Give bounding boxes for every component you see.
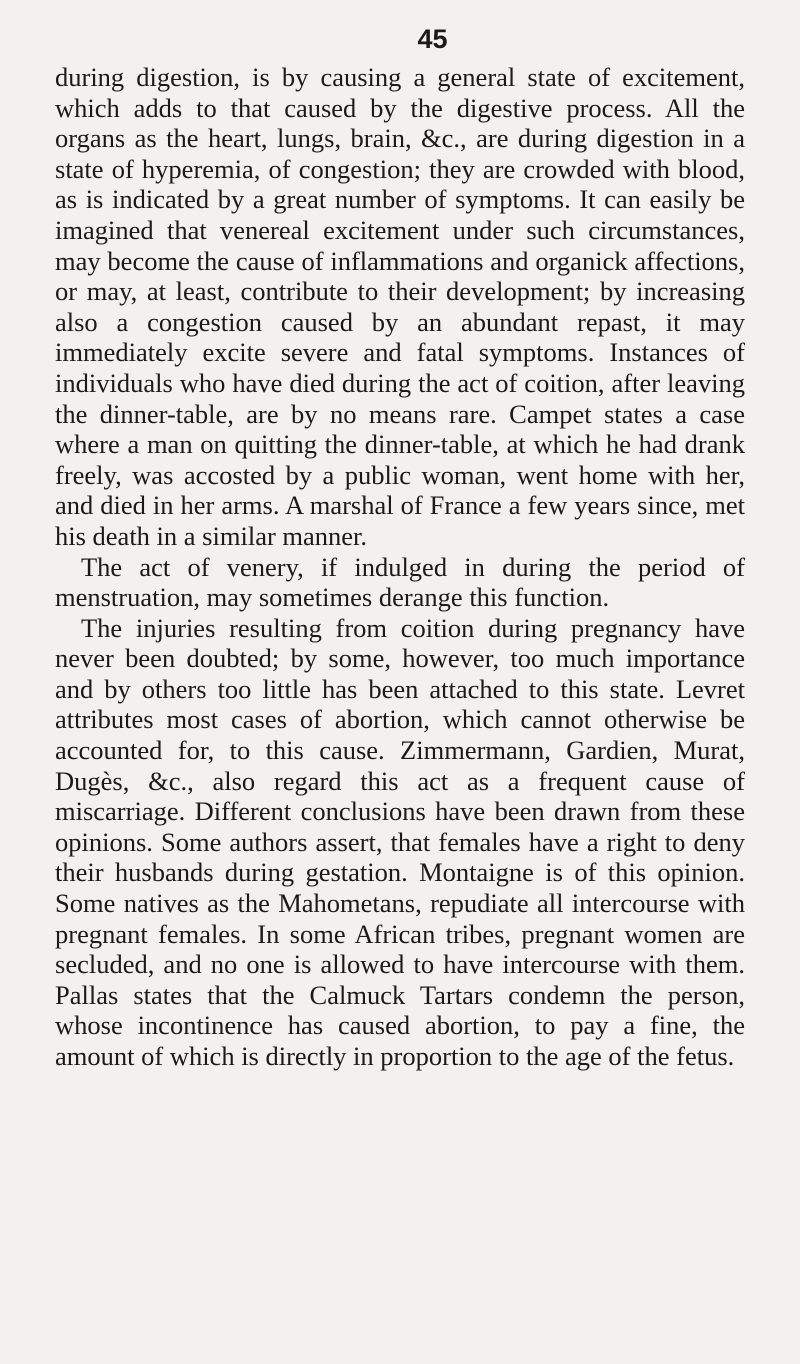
paragraph-menstruation: The act of venery, if indulged in during the period of menstruation, may sometimes derange this function.	[55, 551, 745, 613]
book-page	[55, 0, 745, 1072]
paragraph-pregnancy: The injuries resulting from coition during pregnancy have never been doubted; by some, however, too much importance and by others too little has been attached to this state. Levret attributes most cases of abortion, which cannot otherwise be accounted for, to this cause. Zimmermann, Gardien, Murat, Dugès, &c., also regard this act as a frequent cause of miscarriage. Different conclusions have been drawn from these opinions. Some authors assert, that females have a right to deny their husbands during gestation. Montaigne is of this opinion. Some natives as the Mahometans, repudiate all intercourse with pregnant females. In some African tribes, pregnant women are secluded, and no one is allowed to have intercourse with them. Pallas states that the Calmuck Tartars condemn the person, whose incontinence has caused abortion, to pay a fine, the amount of which is directly in proportion to the age of the fetus.	[55, 612, 745, 1071]
body-text	[55, 62, 745, 1072]
page-number: 45	[417, 24, 448, 54]
paragraph-digestion: during digestion, is by causing a general state of excitement, which adds to that caused by the digestive process. All the organs as the heart, lungs, brain, &c., are during digestion in a state of hyperemia, of congestion; they are crowded with blood, as is indicated by a great number of symptoms. It can easily be imagined that venereal excitement under such circumstances, may become the cause of inflammations and organick affections, or may, at least, contribute to their development; by increasing also a congestion caused by an abundant repast, it may immediately excite severe and fatal symptoms. Instances of individuals who have died during the act of coition, after leaving the dinner-table, are by no means rare. Campet states a case where a man on quitting the dinner-table, at which he had drank freely, was accosted by a public woman, went home with her, and died in her arms. A marshal of France a few years since, met his death in a similar manner.	[55, 62, 745, 551]
